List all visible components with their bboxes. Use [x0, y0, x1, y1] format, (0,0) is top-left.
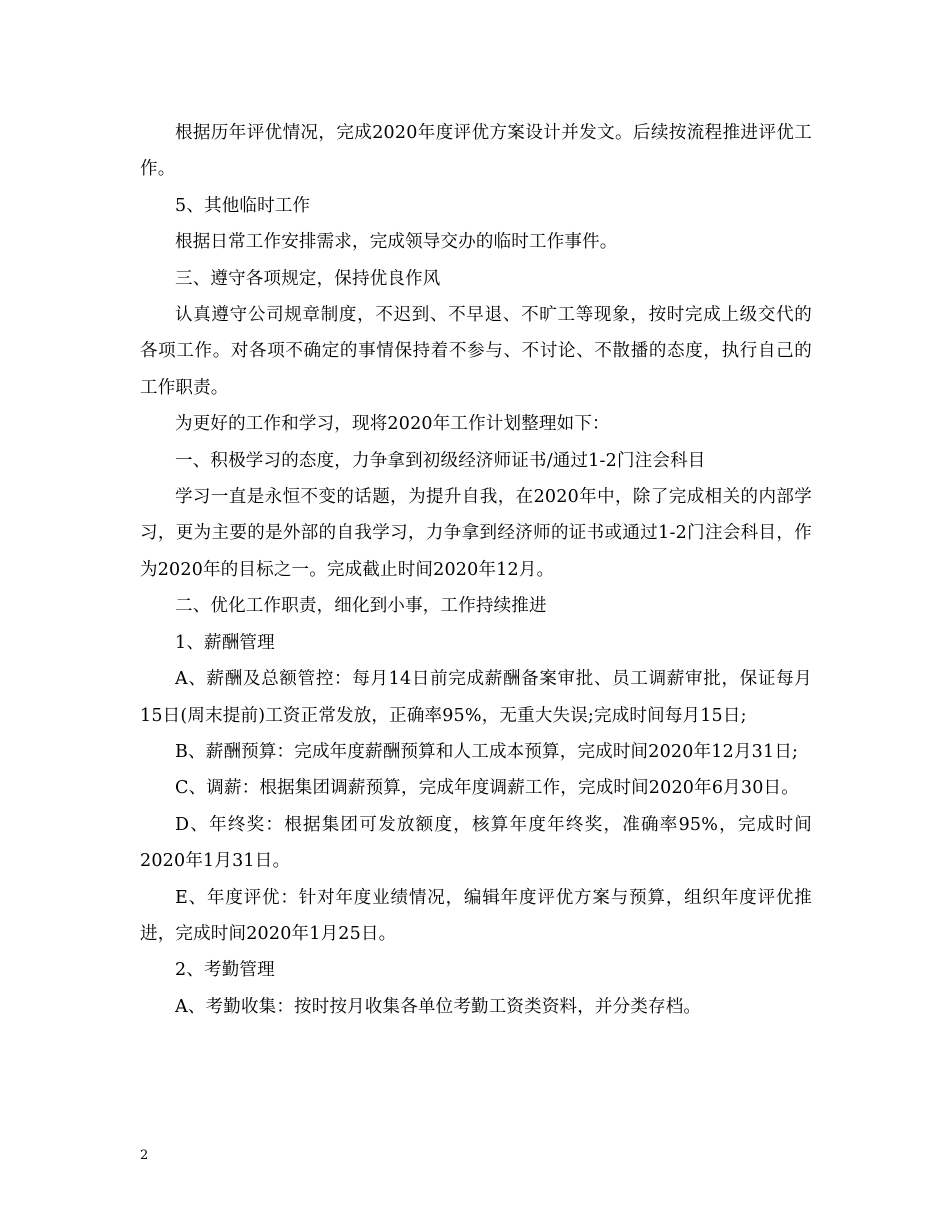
list-item: A、考勤收集：按时按月收集各单位考勤工资类资料，并分类存档。 — [175, 996, 702, 1017]
list-item: E、年度评优：针对年度业绩情况，编辑年度评优方案与预算，组织年度评优推进，完成时间2020年1月25日。 — [140, 887, 812, 944]
section-heading: 三、遵守各项规定，保持优良作风 — [175, 268, 441, 289]
subsection-heading: 1、薪酬管理 — [175, 632, 275, 653]
paragraph: 学习一直是永恒不变的话题，为提升自我，在2020年中，除了完成相关的内部学习，更为主要的是外部的自我学习，力争拿到经济师的证书或通过1-2门注会科目，作为2020年的目标之一。完成截止时间2020年12月。 — [140, 487, 812, 580]
list-item: A、薪酬及总额管控：每月14日前完成薪酬备案审批、员工调薪审批，保证每月15日(周末提前)工资正常发放，正确率95%，无重大失误;完成时间每月15日; — [140, 669, 812, 726]
subsection-heading: 2、考勤管理 — [175, 960, 275, 981]
document-body — [140, 115, 812, 1025]
list-item: C、调薪：根据集团调薪预算，完成年度调薪工作，完成时间2020年6月30日。 — [175, 778, 799, 799]
paragraph: 认真遵守公司规章制度，不迟到、不早退、不旷工等现象，按时完成上级交代的各项工作。对各项不确定的事情保持着不参与、不讨论、不散播的态度，执行自己的工作职责。 — [140, 305, 812, 398]
section-heading: 一、积极学习的态度，力争拿到初级经济师证书/通过1-2门注会科目 — [175, 450, 706, 471]
section-heading: 5、其他临时工作 — [175, 195, 311, 216]
list-item: B、薪酬预算：完成年度薪酬预算和人工成本预算，完成时间2020年12月31日; — [175, 741, 799, 762]
section-heading: 二、优化工作职责，细化到小事，工作持续推进 — [175, 596, 547, 617]
paragraph: 根据日常工作安排需求，完成领导交办的临时工作事件。 — [175, 232, 618, 253]
paragraph: 为更好的工作和学习，现将2020年工作计划整理如下： — [175, 414, 610, 435]
paragraph: 根据历年评优情况，完成2020年度评优方案设计并发文。后续按流程推进评优工作。 — [140, 123, 812, 180]
list-item: D、年终奖：根据集团可发放额度，核算年度年终奖，准确率95%，完成时间2020年1月31日。 — [140, 814, 812, 872]
page-number: 2 — [140, 1148, 149, 1163]
